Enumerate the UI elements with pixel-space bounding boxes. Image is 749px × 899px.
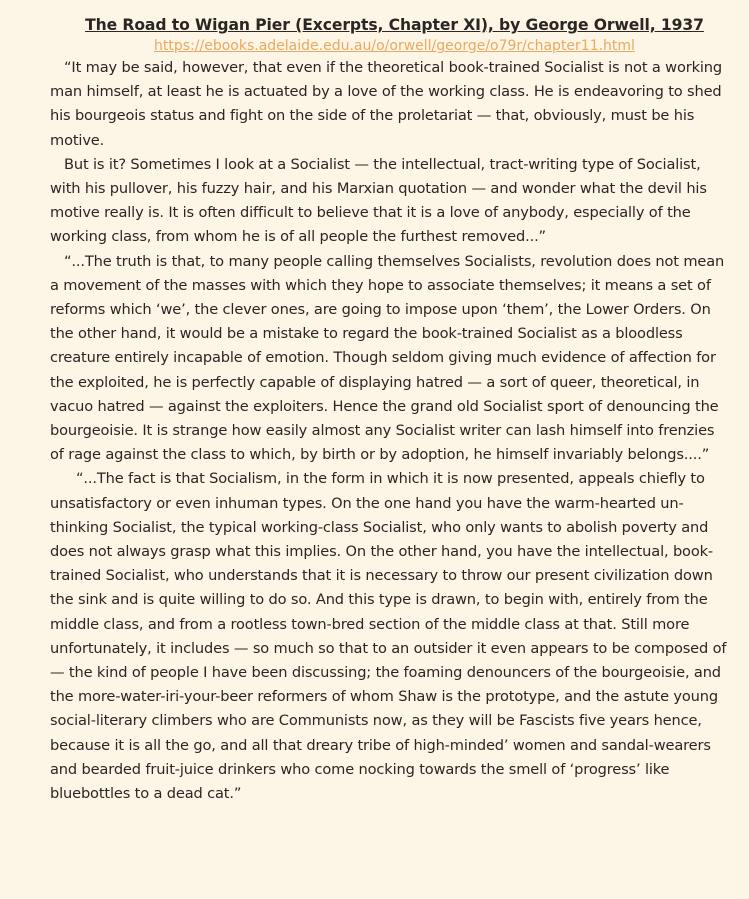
source-link[interactable]: https://ebooks.adelaide.edu.au/o/orwell/george/o79r/chapter11.html: [154, 38, 635, 54]
excerpt-paragraph-1: “It may be said, however, that even if the theoretical book-trained Socialist is not a working man himself, at least he is actuated by a love of the working class. He is endeavoring to shed his bourgeois status and fight on the side of the proletariat — that, obviously, must be his motive.: [50, 59, 722, 149]
excerpt-paragraph-3: “...The truth is that, to many people calling themselves Socialists, revolution does not mean a movement of the masses with which they hope to associate themselves; it means a set of reforms which ‘we’, the clever ones, are going to impose upon ‘them’, the Lower Orders. On the other hand, it would be a mistake to regard the book-trained Socialist as a bloodless creature entirely incapable of emotion. Though seldom giving much evidence of affection for the exploited, he is perfectly capable of displaying hatred — a sort of queer, theoretical, in vacuo hatred — against the exploiters. Hence the grand old Socialist sport of denouncing the bourgeoisie. It is strange how easily almost any Socialist writer can lash himself into frenzies of rage against the class to which, by birth or by adoption, he himself invariably belongs....”: [50, 252, 725, 464]
excerpt-paragraph-2: But is it? Sometimes I look at a Socialist — the intellectual, tract-writing type of Socialist, with his pullover, his fuzzy hair, and his Marxian quotation — and wonder what the devil his motive really is. It is often difficult to believe that it is a love of anybody, especially of the working class, from whom he is of all people the furthest removed...”: [50, 155, 707, 246]
excerpt-paragraph-4: “...The fact is that Socialism, in the form in which it is now presented, appeals chiefly to unsatisfactory or even inhuman types. On the one hand you have the warm-hearted un-thinking Socialist, the typical working-class Socialist, who only wants to abolish poverty and does not always grasp what this implies. On the other hand, you have the intellectual, book-trained Socialist, who understands that it is necessary to throw our present civilization down the sink and is quite willing to do so. And this type is drawn, to begin with, entirely from the middle class, and from a rootless town-bred section of the middle class at that. Still more unfortunately, it includes — so much so that to an outsider it even appears to be composed of — the kind of people I have been discussing; the foaming denouncers of the bourgeoisie, and the more-water-iri-your-beer reformers of whom Shaw is the prototype, and the astute young social-literary climbers who are Communists now, as they will be Fascists five years hence, because it is all the go, and all that dreary tribe of high-minded’ women and sandal-wearers and bearded fruit-juice drinkers who come nocking towards the smell of ‘progress’ like bluebottles to a dead cat.”: [50, 470, 727, 803]
excerpt-body: [50, 56, 727, 806]
document-title: The Road to Wigan Pier (Excerpts, Chapter XI), by George Orwell, 1937: [85, 16, 704, 34]
